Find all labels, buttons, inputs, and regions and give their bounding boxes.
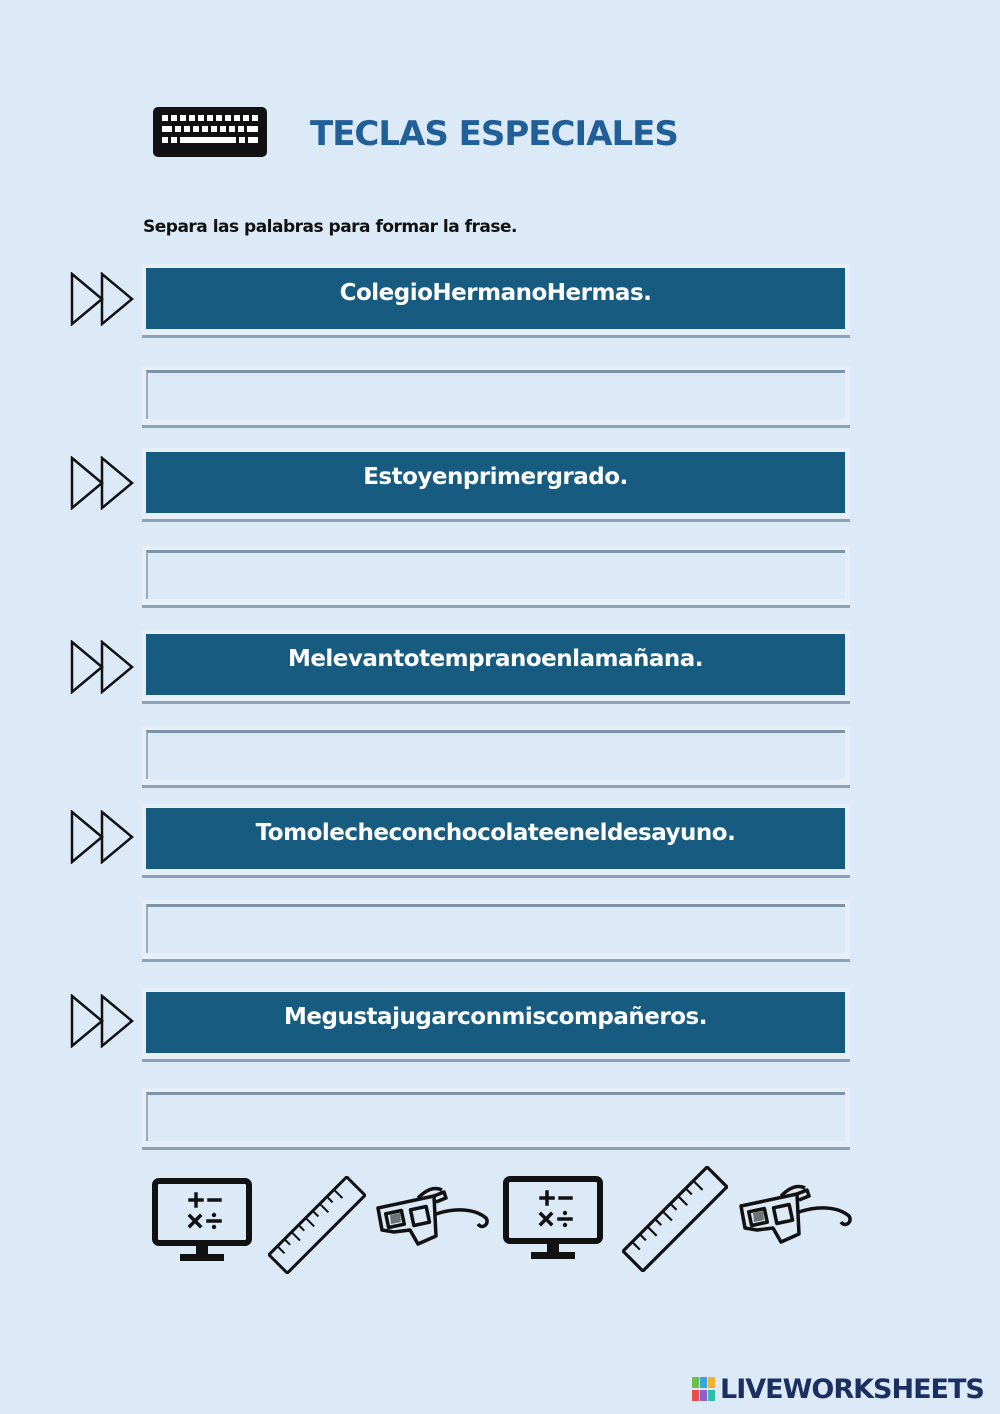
double-play-icon xyxy=(70,456,134,510)
sentence-box xyxy=(142,630,850,704)
3d-glasses-icon xyxy=(374,1184,492,1264)
sentence-box xyxy=(142,448,850,522)
instruction-text: Separa las palabras para formar la frase. xyxy=(143,217,517,237)
sentence-text: Tomolecheconchocolateeneldesayuno. xyxy=(146,808,845,869)
double-play-icon xyxy=(70,810,134,864)
answer-input[interactable] xyxy=(146,370,845,419)
sentence-box xyxy=(142,988,850,1062)
sentence-text: ColegioHermanoHermas. xyxy=(146,268,845,329)
double-play-icon xyxy=(70,994,134,1048)
keyboard-icon xyxy=(152,106,268,158)
sentence-text: Melevantotempranoenlamañana. xyxy=(146,634,845,695)
double-play-icon xyxy=(70,640,134,694)
ruler-icon xyxy=(268,1176,366,1278)
sentence-box xyxy=(142,804,850,878)
3d-glasses-icon xyxy=(737,1182,855,1262)
math-monitor-icon xyxy=(152,1178,252,1268)
answer-box xyxy=(142,726,850,788)
liveworksheets-logo-icon xyxy=(692,1377,716,1401)
answer-input[interactable] xyxy=(146,550,845,599)
ruler-icon xyxy=(622,1166,728,1276)
double-play-icon xyxy=(70,272,134,326)
sentence-text: Estoyenprimergrado. xyxy=(146,452,845,513)
liveworksheets-logo xyxy=(692,1372,992,1406)
math-monitor-icon xyxy=(503,1176,603,1266)
answer-box xyxy=(142,546,850,608)
sentence-text: Megustajugarconmiscompañeros. xyxy=(146,992,845,1053)
answer-input[interactable] xyxy=(146,730,845,779)
brand-name: LIVEWORKSHEETS xyxy=(720,1373,984,1405)
answer-box xyxy=(142,900,850,962)
sentence-box xyxy=(142,264,850,338)
answer-box xyxy=(142,366,850,428)
answer-input[interactable] xyxy=(146,904,845,953)
page-title: TECLAS ESPECIALES xyxy=(310,114,678,154)
answer-input[interactable] xyxy=(146,1092,845,1141)
answer-box xyxy=(142,1088,850,1150)
